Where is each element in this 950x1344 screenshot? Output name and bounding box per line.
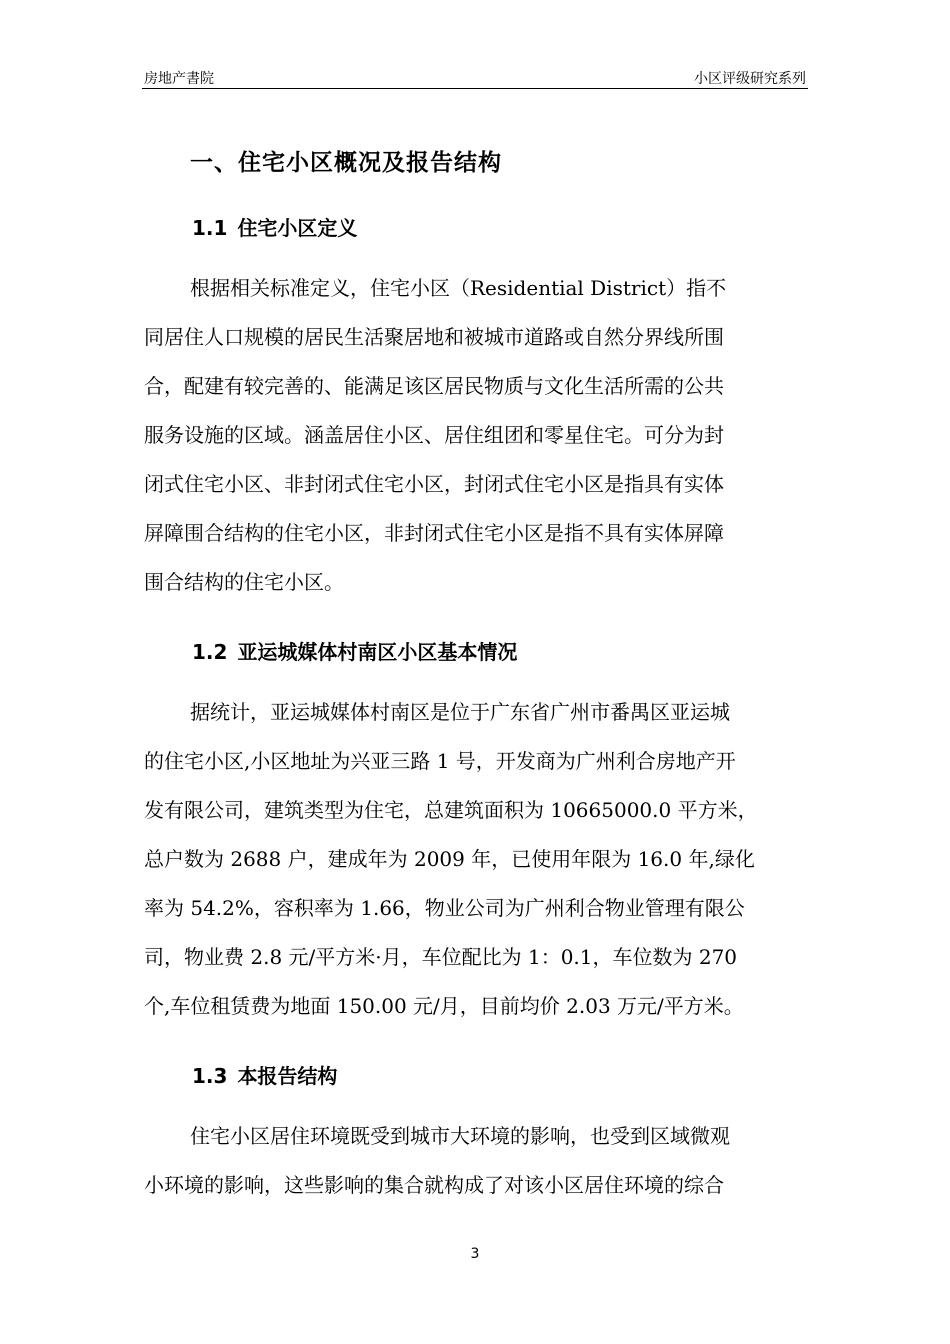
subsection-heading-1-2	[192, 636, 517, 665]
page-header	[142, 66, 808, 89]
text-line: 司，物业费 2.8 元/平方米·月，车位配比为 1：0.1，车位数为 270	[144, 945, 738, 969]
paragraph-report-structure	[144, 1112, 810, 1210]
text-line: 小环境的影响，这些影响的集合就构成了对该小区居住环境的综合	[144, 1173, 724, 1197]
text-line: 率为 54.2%，容积率为 1.66，物业公司为广州利合物业管理有限公	[144, 896, 745, 920]
text-line: 的住宅小区,小区地址为兴亚三路 1 号，开发商为广州利合房地产开	[144, 749, 736, 773]
subsection-number: 1.3	[192, 1064, 228, 1088]
header-publisher: 房地产書院	[144, 71, 214, 87]
subsection-title: 亚运城媒体村南区小区基本情况	[237, 640, 518, 664]
text-line: 个,车位租赁费为地面 150.00 元/月，目前均价 2.03 万元/平方米。	[144, 994, 744, 1018]
text-line: 闭式住宅小区、非封闭式住宅小区，封闭式住宅小区是指具有实体	[144, 472, 724, 496]
subsection-title: 住宅小区定义	[237, 216, 358, 240]
paragraph-definition	[144, 264, 810, 607]
section-title: 一、住宅小区概况及报告结构	[190, 150, 502, 176]
subsection-heading-1-1	[192, 212, 357, 241]
text-line: 住宅小区居住环境既受到城市大环境的影响，也受到区域微观	[190, 1124, 730, 1148]
text-line: 同居住人口规模的居民生活聚居地和被城市道路或自然分界线所围	[144, 325, 724, 349]
header-series: 小区评级研究系列	[694, 71, 806, 87]
text-line: 总户数为 2688 户，建成年为 2009 年，已使用年限为 16.0 年,绿化	[144, 847, 755, 871]
paragraph-basic-info	[144, 688, 810, 1031]
text-line: 屏障围合结构的住宅小区，非封闭式住宅小区是指不具有实体屏障	[144, 521, 724, 545]
subsection-number: 1.1	[192, 216, 228, 240]
page-number: 3	[470, 1246, 480, 1262]
subsection-heading-1-3	[192, 1060, 337, 1089]
text-line: 服务设施的区域。涵盖居住小区、居住组团和零星住宅。可分为封	[144, 423, 724, 447]
text-line: 据统计，亚运城媒体村南区是位于广东省广州市番禺区亚运城	[190, 700, 730, 724]
text-line: 合，配建有较完善的、能满足该区居民物质与文化生活所需的公共	[144, 374, 724, 398]
text-line: 根据相关标准定义，住宅小区（Residential District）指不	[190, 276, 727, 300]
subsection-number: 1.2	[192, 640, 228, 664]
text-line: 围合结构的住宅小区。	[144, 570, 344, 594]
text-line: 发有限公司，建筑类型为住宅，总建筑面积为 10665000.0 平方米，	[144, 798, 758, 822]
subsection-title: 本报告结构	[237, 1064, 338, 1088]
